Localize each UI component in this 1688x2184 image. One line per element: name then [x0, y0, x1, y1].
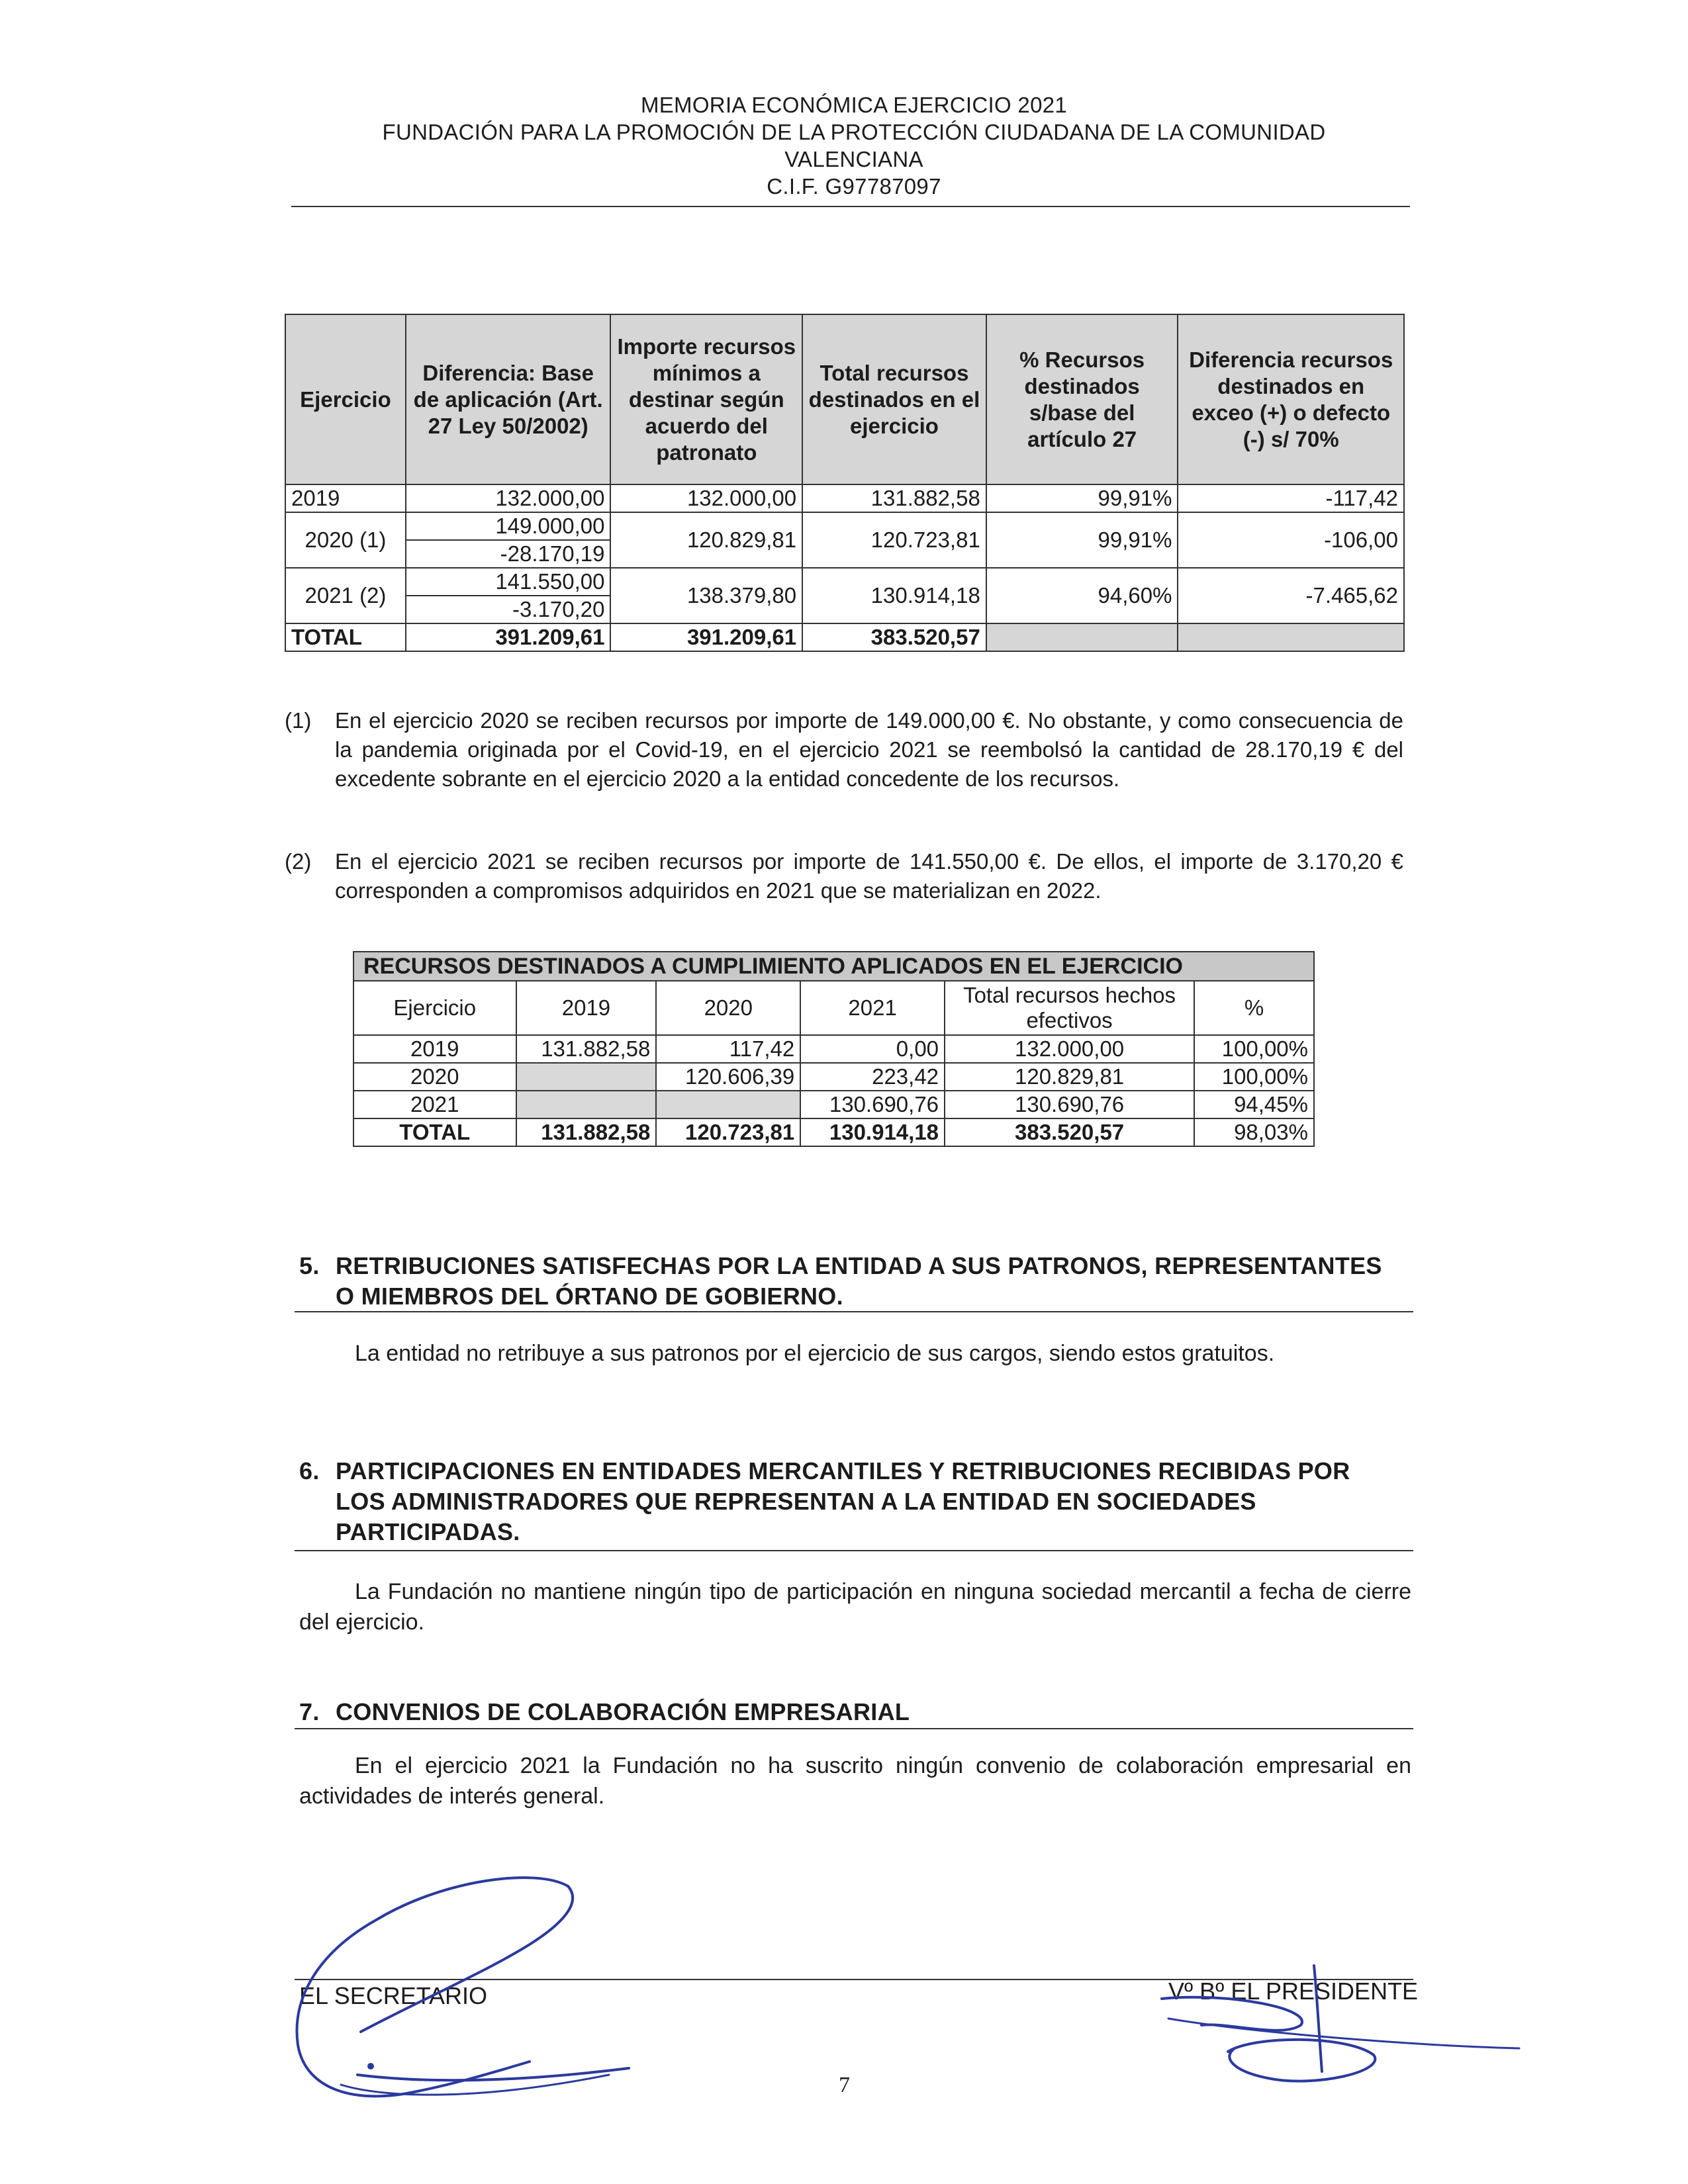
cell-2019 [516, 1063, 657, 1091]
cell-base-split [406, 568, 611, 623]
secretary-signature [278, 1873, 649, 2124]
cell-total: 120.829,81 [945, 1063, 1194, 1091]
section-divider [295, 1550, 1413, 1551]
paragraph-text: La entidad no retribuye a sus patronos por el ejercicio de sus cargos, siendo estos gratuitos. [355, 1341, 1275, 1366]
section-number: 5. [299, 1252, 320, 1279]
cell-pct: 99,91% [986, 512, 1178, 568]
cell-total: 130.914,18 [802, 568, 986, 623]
cell-total-2019: 131.882,58 [516, 1118, 657, 1146]
footnote-2 [285, 847, 1403, 905]
cell-base-received: 141.550,00 [495, 569, 605, 594]
cell-total-minimo: 391.209,61 [610, 623, 802, 651]
col-header-pct: % Recursos destinados s/base del artículo 27 [986, 314, 1178, 484]
col-header-diferencia: Diferencia recursos destinados en exceo (+) o defecto (-) s/ 70% [1178, 314, 1404, 484]
paragraph-text: La Fundación no mantiene ningún tipo de participación en ninguna sociedad mercantil a fecha de cierre del ejercicio. [299, 1579, 1411, 1635]
cell-2020: 120.606,39 [656, 1063, 800, 1091]
section-heading: CONVENIOS DE COLABORACIÓN EMPRESARIAL [336, 1698, 910, 1725]
footnote-text: En el ejercicio 2021 se reciben recursos por importe de 141.550,00 €. De ellos, el importe de 3.170,20 € corresponden a compromisos adquiridos en 2021 que se materializan en 2022. [335, 849, 1403, 903]
cell-2019: 131.882,58 [516, 1035, 657, 1063]
section-divider [295, 1728, 1413, 1729]
secretary-label: EL SECRETARIO [299, 1982, 488, 2009]
cell-diferencia: -117,42 [1178, 484, 1404, 512]
cell-total: 130.690,76 [945, 1091, 1194, 1118]
cell-year: 2019 [353, 1035, 516, 1063]
cell-minimo: 138.379,80 [610, 568, 802, 623]
cell-year: 2021 (2) [285, 568, 406, 623]
paragraph-text: En el ejercicio 2021 la Fundación no ha suscrito ningún convenio de colaboración empresarial en actividades de interés general. [299, 1753, 1411, 1809]
cell-total: 120.723,81 [802, 512, 986, 568]
table-row [285, 568, 1404, 623]
table-header-row [285, 314, 1404, 484]
cell-pct: 100,00% [1194, 1035, 1314, 1063]
section-6-title [299, 1456, 1398, 1547]
header-organization-cont: VALENCIANA [784, 147, 923, 171]
section-7-title [299, 1697, 1398, 1727]
cell-2020: 117,42 [656, 1035, 800, 1063]
footnote-number: (2) [285, 849, 312, 874]
cell-2021: 223,42 [800, 1063, 945, 1091]
cell-diferencia: -7.465,62 [1178, 568, 1404, 623]
cell-pct: 94,60% [986, 568, 1178, 623]
president-signature [1149, 1959, 1532, 2111]
section-number: 6. [299, 1457, 320, 1484]
cell-2021: 130.690,76 [800, 1091, 945, 1118]
cell-total-total: 383.520,57 [802, 623, 986, 651]
table-total-row [285, 623, 1404, 651]
resources-table [285, 314, 1405, 652]
table-title: RECURSOS DESTINADOS A CUMPLIMIENTO APLICADOS EN EL EJERCICIO [353, 952, 1314, 981]
cell-2020 [656, 1091, 800, 1118]
cell-base-adjustment: -28.170,19 [406, 539, 610, 567]
col-header-2021: 2021 [800, 981, 945, 1035]
cell-base-adjustment: -3.170,20 [406, 595, 610, 623]
president-label: Vº Bº EL PRESIDENTE [1168, 1978, 1419, 2005]
cell-minimo: 132.000,00 [610, 484, 802, 512]
header-cif: C.I.F. G97787097 [767, 174, 941, 199]
footnote-number: (1) [285, 708, 312, 733]
header-organization: FUNDACIÓN PARA LA PROMOCIÓN DE LA PROTECCIÓN CIUDADANA DE LA COMUNIDAD [382, 120, 1326, 144]
table-row [353, 1091, 1314, 1118]
cell-total-label: TOTAL [285, 623, 406, 651]
cell-base-split [406, 512, 611, 568]
cell-total: 131.882,58 [802, 484, 986, 512]
document-header [291, 91, 1417, 200]
footnote-text: En el ejercicio 2020 se reciben recursos por importe de 149.000,00 €. No obstante, y como consecuencia de la pandemia originada por el Covid-19, en el ejercicio 2021 se reembolsó la cantidad de 28.170,19 € del excedente sobrante en el ejercicio 2020 a la entidad concedente de los recursos. [335, 708, 1403, 791]
cell-pct: 94,45% [1194, 1091, 1314, 1118]
applied-resources-table [353, 951, 1315, 1147]
section-6-text [299, 1576, 1411, 1637]
section-divider [295, 1311, 1413, 1312]
col-header-pct: % [1194, 981, 1314, 1035]
col-header-base: Diferencia: Base de aplicación (Art. 27 Ley 50/2002) [406, 314, 611, 484]
section-heading: RETRIBUCIONES SATISFECHAS POR LA ENTIDAD A SUS PATRONOS, REPRESENTANTES O MIEMBROS DEL ÓRTANO DE GOBIERNO. [336, 1252, 1382, 1310]
section-5-title [299, 1251, 1398, 1312]
col-header-minimo: Importe recursos mínimos a destinar según acuerdo del patronato [610, 314, 802, 484]
cell-year: 2021 [353, 1091, 516, 1118]
cell-year: 2019 [285, 484, 406, 512]
table-row [285, 512, 1404, 568]
cell-year: 2020 (1) [285, 512, 406, 568]
cell-base-received: 149.000,00 [495, 514, 605, 538]
page-number: 7 [839, 2073, 850, 2097]
cell-empty [986, 623, 1178, 651]
col-header-2020: 2020 [656, 981, 800, 1035]
cell-base: 132.000,00 [406, 484, 611, 512]
cell-pct: 99,91% [986, 484, 1178, 512]
section-heading: PARTICIPACIONES EN ENTIDADES MERCANTILES Y RETRIBUCIONES RECIBIDAS POR LOS ADMINISTRADORES QUE REPRESENTAN A LA ENTIDAD EN SOCIEDADES PARTICIPADAS. [336, 1457, 1350, 1545]
cell-pct: 100,00% [1194, 1063, 1314, 1091]
cell-total: 132.000,00 [945, 1035, 1194, 1063]
section-7-text [299, 1751, 1411, 1811]
table-row [353, 1035, 1314, 1063]
table-total-row [353, 1118, 1314, 1146]
cell-empty [1178, 623, 1404, 651]
col-header-2019: 2019 [516, 981, 657, 1035]
cell-total-total: 383.520,57 [945, 1118, 1194, 1146]
cell-year: 2020 [353, 1063, 516, 1091]
cell-total-pct: 98,03% [1194, 1118, 1314, 1146]
col-header-total: Total recursos hechos efectivos [945, 981, 1194, 1035]
cell-total-label: TOTAL [353, 1118, 516, 1146]
header-divider [291, 206, 1410, 207]
cell-minimo: 120.829,81 [610, 512, 802, 568]
section-number: 7. [299, 1698, 320, 1725]
col-header-ejercicio: Ejercicio [353, 981, 516, 1035]
cell-total-base: 391.209,61 [406, 623, 611, 651]
cell-total-2021: 130.914,18 [800, 1118, 945, 1146]
header-title: MEMORIA ECONÓMICA EJERCICIO 2021 [640, 93, 1068, 117]
section-5-text [299, 1338, 1411, 1369]
col-header-ejercicio: Ejercicio [285, 314, 406, 484]
cell-total-2020: 120.723,81 [656, 1118, 800, 1146]
footnote-1 [285, 706, 1403, 794]
cell-2021: 0,00 [800, 1035, 945, 1063]
cell-2019 [516, 1091, 657, 1118]
col-header-total: Total recursos destinados en el ejercicio [802, 314, 986, 484]
cell-diferencia: -106,00 [1178, 512, 1404, 568]
table-row [285, 484, 1404, 512]
table-header-row [353, 981, 1314, 1035]
table-row [353, 1063, 1314, 1091]
